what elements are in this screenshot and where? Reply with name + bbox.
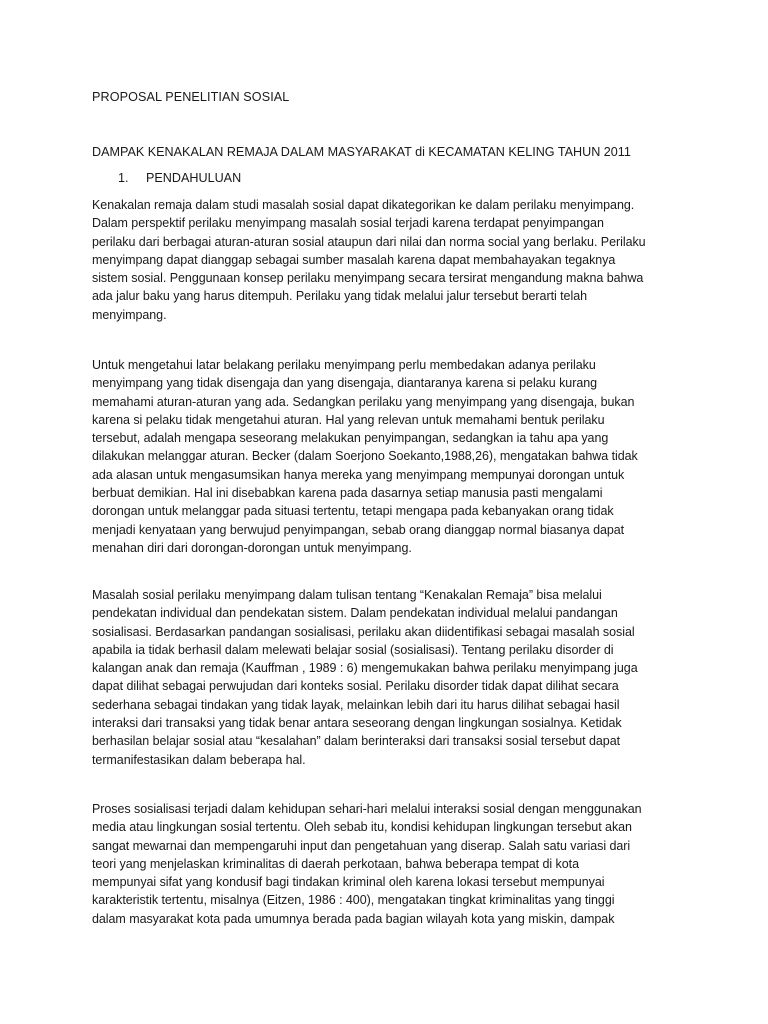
paragraph-line: menyimpang dapat dianggap sebagai sumber masalah karena dapat membahayakan tegaknya <box>92 252 616 267</box>
paragraph-line: sangat mewarnai dan mempengaruhi input dan pengetahuan yang diserap. Salah satu variasi dari <box>92 838 631 853</box>
paragraph-line: Proses sosialisasi terjadi dalam kehidupan sehari-hari melalui interaksi sosial dengan menggunakan <box>92 802 642 816</box>
paragraph-3 <box>92 586 682 769</box>
paragraph-line: karakteristik tertentu, misalnya (Eitzen, 1986 : 400), mengatakan tingkat kriminalitas yang tinggi <box>92 893 615 908</box>
document-subtitle: DAMPAK KENAKALAN REMAJA DALAM MASYARAKAT di KECAMATAN KELING TAHUN 2011 <box>92 145 631 159</box>
paragraph-4 <box>92 800 682 928</box>
paragraph-line: berbuat demikian. Hal ini disebabkan karena pada dasarnya setiap manusia pasti mengalami <box>92 486 603 501</box>
paragraph-line: ada jalur baku yang harus ditempuh. Perilaku yang tidak melalui jalur tersebut berarti telah <box>92 289 587 304</box>
paragraph-line: media atau lingkungan sosial tertentu. Oleh sebab itu, kondisi kehidupan lingkungan tersebut akan <box>92 820 632 835</box>
paragraph-line: memahami aturan-aturan yang ada. Sedangkan perilaku yang menyimpang yang disengaja, bukan <box>92 394 635 409</box>
section-heading <box>118 171 241 185</box>
paragraph-line: dalam masyarakat kota pada umumnya berada pada bagian wilayah kota yang miskin, dampak <box>92 911 615 926</box>
paragraph-line: apabila ia tidak berhasil dalam melewati belajar sosial (sosialisasi). Tentang perilaku disorder di <box>92 642 614 657</box>
document-page <box>92 0 682 1024</box>
paragraph-line: ada alasan untuk mengasumsikan hanya mereka yang menyimpang mempunyai dorongan untuk <box>92 467 625 482</box>
paragraph-line: dorongan untuk melanggar pada situasi tertentu, tetapi mengapa pada kebanyakan orang tidak <box>92 504 614 519</box>
document-title: PROPOSAL PENELITIAN SOSIAL <box>92 90 290 104</box>
paragraph-line: Kenakalan remaja dalam studi masalah sosial dapat dikategorikan ke dalam perilaku menyimpang. <box>92 198 635 212</box>
paragraph-line: Untuk mengetahui latar belakang perilaku menyimpang perlu membedakan adanya perilaku <box>92 358 596 372</box>
paragraph-line: menyimpang yang tidak disengaja dan yang disengaja, diantaranya karena si pelaku kurang <box>92 376 598 391</box>
paragraph-line: mempunyai sifat yang kondusif bagi tindakan kriminal oleh karena lokasi tersebut mempunyai <box>92 875 605 890</box>
paragraph-line: dapat dilihat sebagai perwujudan dari konteks sosial. Perilaku disorder tidak dapat dilihat secara <box>92 679 619 694</box>
paragraph-line: Dalam perspektif perilaku menyimpang masalah sosial terjadi karena terdapat penyimpangan <box>92 216 604 231</box>
paragraph-2 <box>92 356 682 557</box>
paragraph-line: menyimpang. <box>92 307 167 322</box>
paragraph-line: berhasilan belajar sosial atau “kesalahan” dalam berinteraksi dari transaksi sosial tersebut dapat <box>92 734 621 749</box>
paragraph-line: interaksi dari transaksi yang tidak benar antara seseorang dengan lingkungan sosialnya. Ketidak <box>92 716 622 731</box>
paragraph-1 <box>92 196 682 324</box>
section-title: PENDAHULUAN <box>146 171 242 185</box>
paragraph-line: teori yang menjelaskan kriminalitas di daerah perkotaan, bahwa beberapa tempat di kota <box>92 856 579 871</box>
paragraph-line: sederhana sebagai tindakan yang tidak layak, melainkan lebih dari itu harus dilihat sebagai hasil <box>92 697 620 712</box>
paragraph-line: pendekatan individual dan pendekatan sistem. Dalam pendekatan individual melalui pandangan <box>92 606 618 621</box>
paragraph-line: menjadi kenyataan yang berwujud penyimpangan, sebab orang dianggap normal biasanya dapat <box>92 522 625 537</box>
paragraph-line: sistem sosial. Penggunaan konsep perilaku menyimpang secara tersirat mengandung makna bahwa <box>92 271 644 286</box>
paragraph-line: Masalah sosial perilaku menyimpang dalam tulisan tentang “Kenakalan Remaja” bisa melalui <box>92 588 602 602</box>
paragraph-line: tersebut, adalah mengapa seseorang melakukan penyimpangan, sedangkan ia tahu apa yang <box>92 431 609 446</box>
paragraph-line: termanifestasikan dalam beberapa hal. <box>92 752 306 767</box>
paragraph-line: menahan diri dari dorongan-dorongan untuk menyimpang. <box>92 540 412 555</box>
paragraph-line: perilaku dari berbagai aturan-aturan sosial ataupun dari nilai dan norma social yang berlaku. Perilaku <box>92 234 646 249</box>
paragraph-line: karena si pelaku tidak mengetahui aturan. Hal yang relevan untuk memahami bentuk perilaku <box>92 412 605 427</box>
section-number: 1. <box>118 171 129 185</box>
paragraph-line: sosialisasi. Berdasarkan pandangan sosialisasi, perilaku akan diidentifikasi sebagai masalah sosial <box>92 624 635 639</box>
paragraph-line: kalangan anak dan remaja (Kauffman , 1989 : 6) mengemukakan bahwa perilaku menyimpang juga <box>92 661 638 676</box>
paragraph-line: dilakukan melanggar aturan. Becker (dalam Soerjono Soekanto,1988,26), mengatakan bahwa tidak <box>92 449 638 464</box>
